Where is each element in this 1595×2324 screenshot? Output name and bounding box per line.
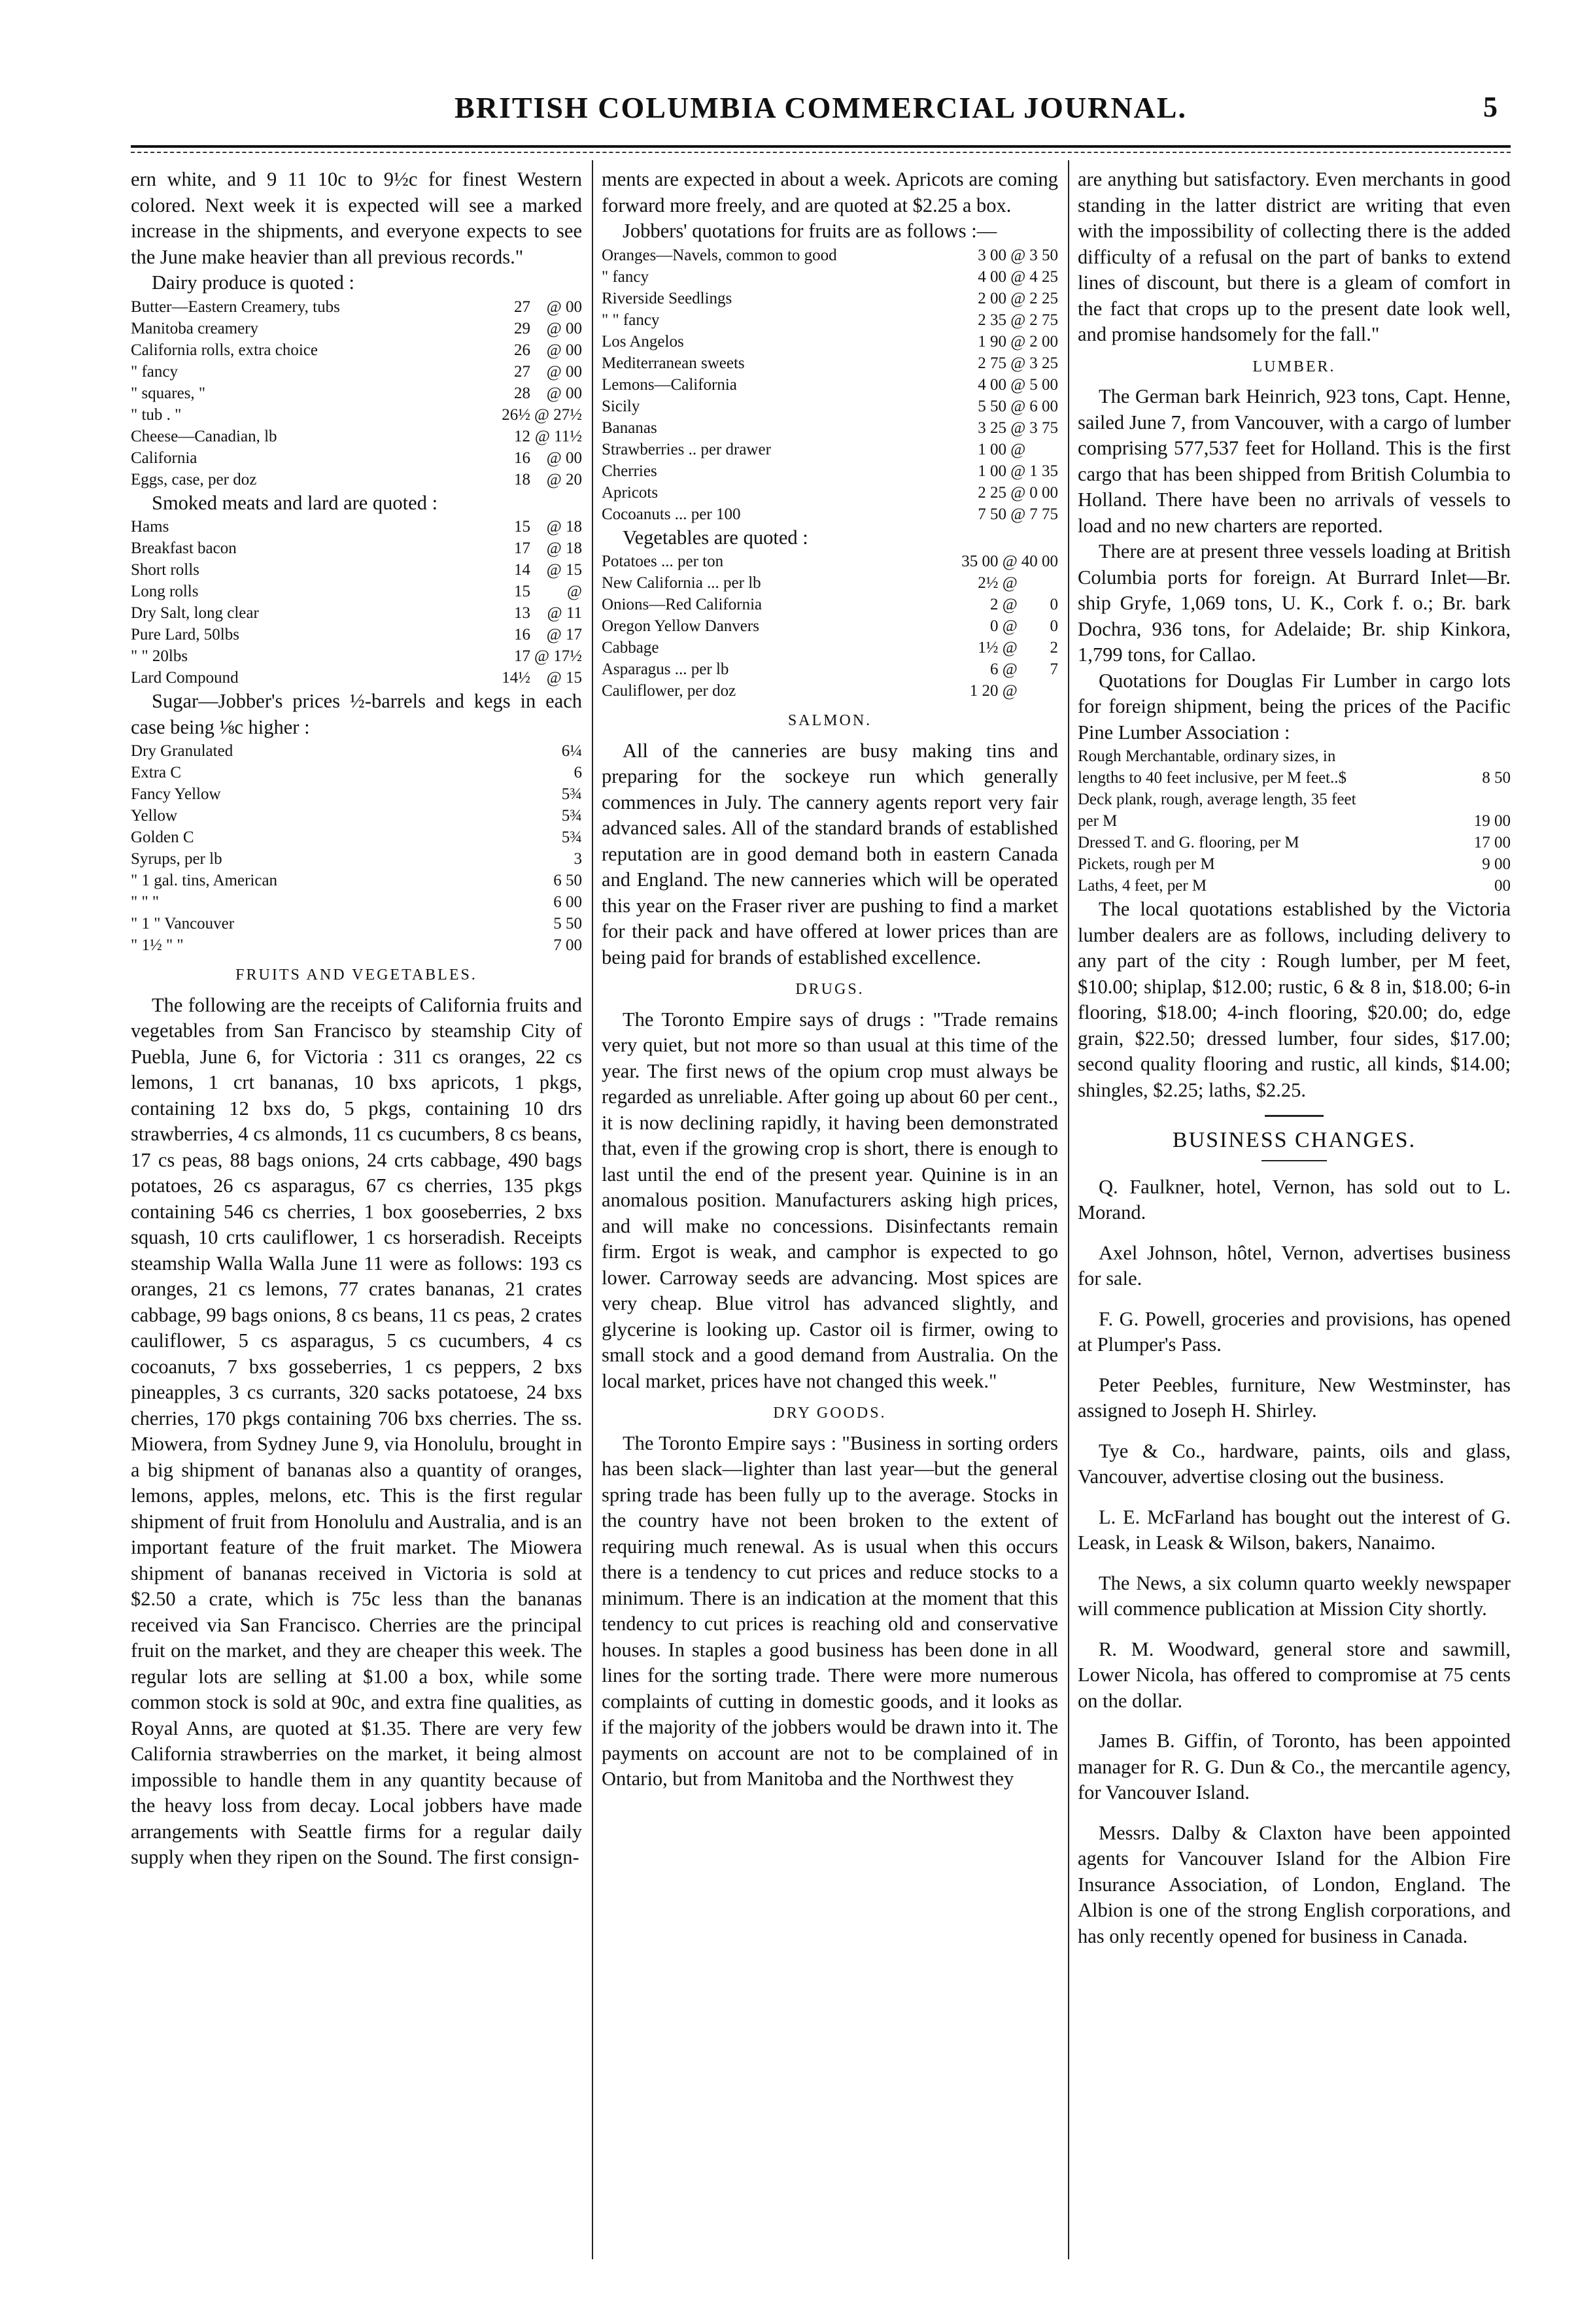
table-row bbox=[131, 296, 582, 318]
item-label: Fancy Yellow bbox=[131, 785, 221, 803]
price-value: 1 35 bbox=[1029, 462, 1058, 480]
table-row bbox=[131, 404, 582, 426]
column-1 bbox=[131, 167, 582, 2292]
table-row bbox=[131, 318, 582, 339]
item-label: Deck plank, rough, average length, 35 feet bbox=[1078, 791, 1356, 808]
table-row bbox=[602, 245, 1058, 266]
business-change-item: James B. Giffin, of Toronto, has been appointed manager for R. G. Dun & Co., the mercantile agency, for Vancouver Island. bbox=[1078, 1730, 1511, 1803]
price-value: 6¼ bbox=[561, 742, 582, 760]
table-row bbox=[602, 594, 1058, 615]
price-value: 2 00 @ bbox=[978, 289, 1026, 307]
lumber-heading: LUMBER. bbox=[1252, 358, 1336, 375]
table-row bbox=[1078, 810, 1511, 832]
price-value: 7 bbox=[1050, 660, 1058, 678]
item-label: Lemons—California bbox=[602, 375, 737, 394]
price-value: @ 00 bbox=[546, 298, 582, 316]
item-label: Laths, 4 feet, per M bbox=[1078, 877, 1207, 895]
business-change-item: Messrs. Dalby & Claxton have been appointed agents for Vancouver Island for the Albion Fire Insurance Association, of London, England. The Albion is one of the strong English corporations, and has only recently opened for business in Canada. bbox=[1078, 1821, 1511, 1947]
item-label: " tub . " bbox=[131, 405, 182, 424]
price-value: 19 00 bbox=[1473, 812, 1511, 830]
item-label: New California ... per lb bbox=[602, 574, 761, 592]
item-label: Onions—Red California bbox=[602, 596, 763, 613]
item-label: " 1 " Vancouver bbox=[131, 915, 235, 932]
fruits-section-heading: FRUITS AND VEGETABLES. bbox=[235, 966, 477, 983]
price-value: 5¾ bbox=[561, 829, 582, 846]
price-value: 3 75 bbox=[1029, 419, 1058, 437]
price-value: 0 bbox=[1050, 617, 1058, 635]
fruit-quotations-table bbox=[602, 245, 1058, 525]
price-value: @ 00 bbox=[546, 449, 582, 467]
price-value bbox=[1018, 680, 1058, 702]
business-change-item: Axel Johnson, hôtel, Vernon, advertises business for sale. bbox=[1078, 1241, 1511, 1290]
price-value: 17 00 bbox=[1473, 834, 1511, 851]
business-changes-list bbox=[1078, 1174, 1511, 1950]
price-value: 7 75 bbox=[1029, 505, 1058, 523]
price-value: 28 bbox=[513, 384, 530, 402]
business-changes-heading: BUSINESS CHANGES. bbox=[1172, 1128, 1416, 1152]
table-row bbox=[131, 581, 582, 602]
table-row bbox=[131, 516, 582, 538]
price-value: 0 00 bbox=[1029, 483, 1058, 502]
item-label: Breakfast bacon bbox=[131, 539, 237, 557]
item-label: per M bbox=[1078, 812, 1118, 830]
table-row bbox=[131, 645, 582, 667]
item-label: Riverside Seedlings bbox=[602, 289, 732, 307]
business-change-item: L. E. McFarland has bought out the interest of G. Leask, in Leask & Wilson, bakers, Nanaimo. bbox=[1078, 1505, 1511, 1554]
section-divider bbox=[1265, 1115, 1324, 1117]
item-label: Strawberries .. per drawer bbox=[602, 440, 771, 458]
col1-intro: ern white, and 9 11 10c to 9½c for finest Western colored. Next week it is expected will see a marked increase in the shipments, and everyone expects to see the June make heavier than all previous records." bbox=[131, 168, 582, 268]
item-label: Yellow bbox=[131, 807, 178, 825]
table-row bbox=[131, 383, 582, 404]
item-label: Cocoanuts ... per 100 bbox=[602, 505, 741, 523]
table-row bbox=[131, 339, 582, 361]
table-row bbox=[131, 559, 582, 581]
table-row bbox=[602, 551, 1058, 572]
price-value: 7 50 @ bbox=[978, 505, 1026, 523]
journal-title: BRITISH COLUMBIA COMMERCIAL JOURNAL. bbox=[454, 91, 1187, 124]
table-row bbox=[1078, 767, 1511, 789]
item-label: Asparagus ... per lb bbox=[602, 660, 729, 678]
table-row bbox=[131, 870, 582, 891]
item-label: Dressed T. and G. flooring, per M bbox=[1078, 834, 1299, 851]
price-value: @ 15 bbox=[546, 669, 582, 687]
price-value: 2½ @ bbox=[978, 574, 1018, 592]
price-value: @ 00 bbox=[546, 319, 582, 337]
price-value: 3 25 @ bbox=[978, 419, 1026, 437]
table-row bbox=[131, 602, 582, 624]
table-row bbox=[131, 805, 582, 827]
table-row bbox=[602, 658, 1058, 680]
price-value: 1 20 @ bbox=[969, 682, 1018, 700]
price-value: @ 00 bbox=[546, 362, 582, 381]
business-change-item: The News, a six column quarto weekly newspaper will commence publication at Mission City shortly. bbox=[1078, 1571, 1511, 1620]
item-label: " 1 gal. tins, American bbox=[131, 872, 278, 889]
item-label: Oranges—Navels, common to good bbox=[602, 246, 837, 264]
price-value bbox=[1025, 439, 1058, 460]
table-row bbox=[602, 460, 1058, 482]
price-value: 6 bbox=[574, 764, 582, 781]
price-value: 16 bbox=[513, 449, 530, 467]
item-label: Dry Salt, long clear bbox=[131, 604, 259, 622]
price-value: 16 bbox=[513, 626, 530, 643]
table-row bbox=[131, 624, 582, 645]
table-row bbox=[131, 426, 582, 447]
item-label: Short rolls bbox=[131, 561, 199, 579]
item-label: Sicily bbox=[602, 397, 640, 415]
price-value: 17 bbox=[513, 647, 530, 665]
price-value: 1 90 @ bbox=[978, 332, 1026, 350]
lumber-para-4: The local quotations established by the Victoria lumber dealers are as follows, including delivery to any part of the city : Rough lumber, per M feet, $10.00; shiplap, $12.00; rustic, 6 & 8 in, $18.00; 6-in flooring, $18.00; 4-inch flooring, $20.00; do, edge grain, $22.50; dressed lumber, four sides, $17.00; second quality flooring and rustic, all kinds, $14.00; shingles, $2.25; laths, $2.25. bbox=[1078, 898, 1511, 1101]
table-row bbox=[602, 615, 1058, 637]
business-change-item: Q. Faulkner, hotel, Vernon, has sold out to L. Morand. bbox=[1078, 1175, 1511, 1223]
item-label: Cheese—Canadian, lb bbox=[131, 427, 277, 445]
price-value: @ 18 bbox=[546, 518, 582, 536]
header-rule bbox=[131, 145, 1511, 148]
table-row bbox=[131, 762, 582, 783]
price-value: 2 @ bbox=[989, 596, 1018, 613]
price-value: @ 11½ bbox=[534, 427, 582, 445]
table-row bbox=[602, 504, 1058, 525]
table-row bbox=[602, 482, 1058, 504]
table-row bbox=[602, 439, 1058, 460]
page-number: 5 bbox=[1483, 91, 1498, 123]
sugar-table bbox=[131, 740, 582, 956]
price-value: 2 25 bbox=[1029, 289, 1058, 307]
price-value: 2 35 @ bbox=[978, 311, 1026, 329]
price-value: 26 bbox=[513, 341, 530, 359]
fruit-quotations-heading: Jobbers' quotations for fruits are as follows :— bbox=[623, 220, 997, 242]
price-value bbox=[1018, 572, 1058, 594]
price-value: 2 00 bbox=[1029, 332, 1058, 350]
item-label: Cabbage bbox=[602, 639, 659, 657]
price-value: 15 bbox=[513, 583, 530, 600]
price-value: 0 @ bbox=[989, 617, 1018, 635]
table-row bbox=[131, 667, 582, 689]
price-value: 1 00 @ bbox=[978, 462, 1026, 480]
table-row bbox=[602, 309, 1058, 331]
table-row bbox=[602, 680, 1058, 702]
item-label: Los Angelos bbox=[602, 332, 684, 350]
table-row bbox=[131, 827, 582, 848]
col2-intro: ments are expected in about a week. Apricots are coming forward more freely, and are quoted at $2.25 a box. bbox=[602, 168, 1058, 216]
price-value: 5¾ bbox=[561, 785, 582, 803]
table-row bbox=[131, 783, 582, 805]
price-value: 1½ @ bbox=[978, 639, 1018, 657]
item-label: Eggs, case, per doz bbox=[131, 470, 257, 488]
lumber-para-3: Quotations for Douglas Fir Lumber in cargo lots for foreign shipment, being the prices of the Pacific Pine Lumber Association : bbox=[1078, 669, 1511, 743]
price-value: @ 17½ bbox=[534, 647, 582, 665]
sugar-heading: Sugar—Jobber's prices ½-barrels and kegs in each case being ⅛c higher : bbox=[131, 690, 582, 738]
price-value: 3 bbox=[574, 850, 582, 868]
business-change-item: Tye & Co., hardware, paints, oils and glass, Vancouver, advertise closing out the business. bbox=[1078, 1439, 1511, 1488]
price-value: 26½ bbox=[502, 405, 530, 424]
item-label: Butter—Eastern Creamery, tubs bbox=[131, 298, 340, 316]
table-row bbox=[131, 934, 582, 956]
table-row bbox=[131, 891, 582, 913]
price-value: 12 bbox=[513, 427, 530, 445]
price-value: @ 20 bbox=[546, 470, 582, 488]
dairy-table bbox=[131, 296, 582, 490]
price-value: 2 75 bbox=[1029, 311, 1058, 329]
table-row bbox=[602, 331, 1058, 352]
drygoods-text: The Toronto Empire says : "Business in sorting orders has been slack—lighter than last year—but the general spring trade has been fully up to the average. Stocks in the country have not been broken to the extent of requiring much renewal. As is usual when this occurs there is a tendency to cut prices and reduce stocks to a minimum. There is an indication at the moment that this tendency to cut prices is reaching old and conservative houses. In staples a good business has been done in all lines for the sorting trade. There were more numerous complaints of cutting in domestic goods, and it looks as if the majority of the jobbers would be drawn into it. The payments on account are not to be complained of in Ontario, but from Manitoba and the Northwest they bbox=[602, 1431, 1058, 1790]
price-value: 4 25 bbox=[1029, 267, 1058, 286]
item-label: Golden C bbox=[131, 829, 194, 846]
price-value: 15 bbox=[513, 518, 530, 536]
price-value: @ 00 bbox=[546, 341, 582, 359]
table-row bbox=[602, 396, 1058, 417]
column-3 bbox=[1078, 167, 1511, 2292]
column-2 bbox=[602, 167, 1058, 2292]
price-value: 18 bbox=[513, 470, 530, 488]
price-value: 13 bbox=[513, 604, 530, 622]
price-value: 6 50 bbox=[553, 872, 582, 889]
col3-intro: are anything but satisfactory. Even merchants in good standing in the latter district are writing that even with the impossibility of collecting there is the added difficulty of a refusal on the part of banks to extend lines of discount, but there is a gleam of comfort in the fact that crops up to the present date look well, and promise handsomely for the fall." bbox=[1078, 168, 1511, 345]
item-label: " 1½ " " bbox=[131, 936, 184, 954]
item-label: Syrups, per lb bbox=[131, 850, 222, 868]
item-label: Manitoba creamery bbox=[131, 319, 259, 337]
item-label: " " " bbox=[131, 893, 160, 911]
item-label: " fancy bbox=[602, 267, 649, 286]
price-value: @ 11 bbox=[547, 604, 582, 622]
price-value: 5¾ bbox=[561, 807, 582, 825]
price-value: 2 bbox=[1050, 639, 1058, 657]
item-label: Bananas bbox=[602, 419, 657, 437]
item-label: Dry Granulated bbox=[131, 742, 233, 760]
price-value: @ 18 bbox=[546, 539, 582, 557]
table-row bbox=[131, 361, 582, 383]
meats-table bbox=[131, 516, 582, 689]
price-value: 27 bbox=[513, 298, 530, 316]
table-row bbox=[131, 538, 582, 559]
item-label: Potatoes ... per ton bbox=[602, 553, 724, 570]
table-row bbox=[602, 374, 1058, 396]
item-label: Rough Merchantable, ordinary sizes, in bbox=[1078, 747, 1336, 765]
price-value: 0 bbox=[1050, 596, 1058, 613]
price-value: 5 50 bbox=[553, 915, 582, 932]
price-value: 6 @ bbox=[989, 660, 1018, 678]
item-label: California rolls, extra choice bbox=[131, 341, 318, 359]
item-label: " squares, " bbox=[131, 384, 206, 402]
item-label: Apricots bbox=[602, 483, 659, 502]
item-label: Cherries bbox=[602, 462, 657, 480]
table-row bbox=[131, 447, 582, 469]
dairy-heading: Dairy produce is quoted : bbox=[152, 271, 355, 294]
table-row bbox=[1078, 875, 1511, 897]
price-value: 9 00 bbox=[1482, 855, 1511, 873]
table-row bbox=[602, 637, 1058, 658]
price-value: 29 bbox=[513, 319, 530, 337]
item-label: " " fancy bbox=[602, 311, 660, 329]
price-value: @ 00 bbox=[546, 384, 582, 402]
item-label: California bbox=[131, 449, 197, 467]
drugs-heading: DRUGS. bbox=[795, 981, 865, 998]
price-value: 2 75 @ bbox=[978, 354, 1026, 372]
business-change-item: R. M. Woodward, general store and sawmill, Lower Nicola, has offered to compromise at 75 cents on the dollar. bbox=[1078, 1637, 1511, 1712]
table-row bbox=[131, 848, 582, 870]
item-label: " " 20lbs bbox=[131, 647, 188, 665]
table-row bbox=[602, 288, 1058, 309]
price-value: 5 00 bbox=[1029, 375, 1058, 394]
table-row bbox=[131, 740, 582, 762]
price-value: 14 bbox=[513, 561, 530, 579]
item-label: Extra C bbox=[131, 764, 182, 781]
item-label: Long rolls bbox=[131, 583, 199, 600]
price-value: @ bbox=[566, 583, 582, 600]
table-row bbox=[1078, 745, 1511, 767]
price-value: 6 00 bbox=[553, 893, 582, 911]
price-value: 35 00 @ bbox=[961, 553, 1018, 570]
meats-heading: Smoked meats and lard are quoted : bbox=[152, 491, 438, 514]
item-label: lengths to 40 feet inclusive, per M feet..$ bbox=[1078, 769, 1346, 787]
table-row bbox=[1078, 832, 1511, 853]
salmon-text: All of the canneries are busy making tins and preparing for the sockeye run which generally commences in July. The cannery agents report very fair advanced sales. All of the standard brands of established reputation are in good demand both in eastern Canada and England. The new canneries which will be operated this year on the Fraser river are pushing to find a market for their pack and have offered at lower prices than are being paid for brands of established excellence. bbox=[602, 739, 1058, 968]
price-value: 17 bbox=[513, 539, 530, 557]
item-label: Oregon Yellow Danvers bbox=[602, 617, 759, 635]
lumber-para-1: The German bark Heinrich, 923 tons, Capt. Henne, sailed June 7, from Vancouver, with a cargo of lumber comprising 577,537 feet for Holland. This is the first cargo that has been shipped from British Columbia to Holland. There have been no arrivals of vessels to load and no new charters are reported. bbox=[1078, 385, 1511, 537]
item-label: Lard Compound bbox=[131, 669, 239, 687]
item-label: " fancy bbox=[131, 362, 178, 381]
table-row bbox=[131, 913, 582, 934]
price-value: 5 50 @ bbox=[978, 397, 1026, 415]
price-value bbox=[1470, 745, 1511, 767]
table-row bbox=[602, 572, 1058, 594]
price-value: 3 00 @ bbox=[978, 246, 1026, 264]
drygoods-heading: DRY GOODS. bbox=[773, 1405, 887, 1422]
drugs-text: The Toronto Empire says of drugs : "Trade remains very quiet, but not more so than usual at this time of the year. The first news of the opium crop must always be regarded as unreliable. After going up about 60 per cent., it is now declining rapidly, it having been demonstrated that, even if the growing crop is short, there is enough to last until the end of the present year. Quinine is in an anomalous position. Manufacturers asking high prices, and will make no concessions. Disinfectants remain firm. Ergot is weak, and camphor is expected to go lower. Carroway seeds are advancing. Most spices are very cheap. Blue vitrol has advanced slightly, and glycerine is looking up. Castor oil is firmer, owing to small stock and a good demand from Australia. On the local market, prices have not changed this week." bbox=[602, 1008, 1058, 1392]
lumber-para-2: There are at present three vessels loading at British Columbia ports for foreign. At Burrard Inlet—Br. ship Gryfe, 1,069 tons, U. K., Cork f. o.; Br. bark Dochra, 936 tons, for Adelaide; Br. ship Kinkora, 1,799 tons, for Callao. bbox=[1078, 540, 1511, 666]
table-row bbox=[602, 266, 1058, 288]
price-value: @ 17 bbox=[546, 626, 582, 643]
price-value: 27 bbox=[513, 362, 530, 381]
item-label: Pickets, rough per M bbox=[1078, 855, 1215, 873]
salmon-heading: SALMON. bbox=[787, 712, 872, 729]
item-label: Hams bbox=[131, 518, 169, 536]
vegetables-table bbox=[602, 551, 1058, 702]
item-label: Pure Lard, 50lbs bbox=[131, 626, 239, 643]
column-divider-2 bbox=[1068, 160, 1069, 2259]
price-value: 6 00 bbox=[1029, 397, 1058, 415]
heading-underline bbox=[1261, 1160, 1327, 1161]
page-header bbox=[131, 85, 1511, 137]
header-rule-dashed bbox=[131, 152, 1511, 153]
price-value bbox=[1470, 789, 1511, 810]
table-row bbox=[1078, 789, 1511, 810]
fruits-receipts-text: The following are the receipts of California fruits and vegetables from San Francisco by steamship City of Puebla, June 6, for Victoria : 311 cs oranges, 22 cs lemons, 1 crt bananas, 10 bxs apricots, 1 pkgs, containing 12 bxs do, 5 pkgs, containing 10 drs strawberries, 4 cs almonds, 11 cs cucumbers, 8 cs beans, 17 cs peas, 88 bags onions, 24 crts cabbage, 490 bags potatoes, 26 cs asparagus, 67 cs cherries, 135 pkgs containing 546 cs cherries, 1 box gooseberries, 2 bxs squash, 10 crts cauliflower, 1 cs horseradish. Receipts steamship Walla Walla June 11 were as follows: 193 cs oranges, 21 cs lemons, 77 crates bananas, 21 crates cabbage, 99 bags onions, 8 cs beans, 11 cs peas, 2 crates cauliflower, 5 cs asparagus, 5 cs cucumbers, 4 cs cocoanuts, 7 bxs gosseberries, 1 cs peppers, 2 bxs pineapples, 3 cs currants, 320 sacks potatoese, 24 bxs cherries, 170 pkgs containing 706 bxs cherries. The ss. Miowera, from Sydney June 9, via Honolulu, brought in a big shipment of bananas also a quantity of oranges, lemons, apples, melons, etc. This is the first regular shipment of fruit from Honolulu and Australia, and is an important feature of the fruit market. The Miowera shipment of bananas received in Victoria is sold at $2.50 a crate, which is 75c less than the bananas received via San Francisco. Cherries are the principal fruit on the market, and they are cheaper this week. The regular lots are selling at $1.00 a box, while some common stock is sold at 90c, and extra fine qualities, as Royal Anns, are quoted at $1.35. There are very few California strawberries on the market, it being almost impossible to handle them in any quantity because of the heavy loss from decay. Local jobbers have made arrangements with Seattle firms for a regular daily supply when they ripen on the Sound. The first consign- bbox=[131, 993, 582, 1868]
item-label: Mediterranean sweets bbox=[602, 354, 745, 372]
price-value: 4 00 @ bbox=[978, 267, 1026, 286]
business-change-item: Peter Peebles, furniture, New Westminster, has assigned to Joseph H. Shirley. bbox=[1078, 1373, 1511, 1422]
price-value: 3 25 bbox=[1029, 354, 1058, 372]
price-value: @ 27½ bbox=[534, 405, 582, 424]
price-value: 1 00 @ bbox=[978, 440, 1026, 458]
table-row bbox=[1078, 853, 1511, 875]
price-value: 14½ bbox=[502, 669, 530, 687]
price-value: 3 50 bbox=[1029, 246, 1058, 264]
item-label: Cauliflower, per doz bbox=[602, 682, 736, 700]
table-row bbox=[602, 352, 1058, 374]
price-value: 7 00 bbox=[553, 936, 582, 954]
table-row bbox=[602, 417, 1058, 439]
price-value: 00 bbox=[1494, 877, 1511, 895]
price-value: 40 00 bbox=[1021, 553, 1058, 570]
vegetables-heading: Vegetables are quoted : bbox=[623, 526, 808, 549]
business-change-item: F. G. Powell, groceries and provisions, has opened at Plumper's Pass. bbox=[1078, 1307, 1511, 1356]
price-value: 2 25 @ bbox=[978, 483, 1026, 502]
table-row bbox=[131, 469, 582, 490]
price-value: @ 15 bbox=[546, 561, 582, 579]
column-divider-1 bbox=[592, 160, 593, 2259]
lumber-prices-table bbox=[1078, 745, 1511, 897]
price-value: 4 00 @ bbox=[978, 375, 1026, 394]
price-value: 8 50 bbox=[1482, 769, 1511, 787]
